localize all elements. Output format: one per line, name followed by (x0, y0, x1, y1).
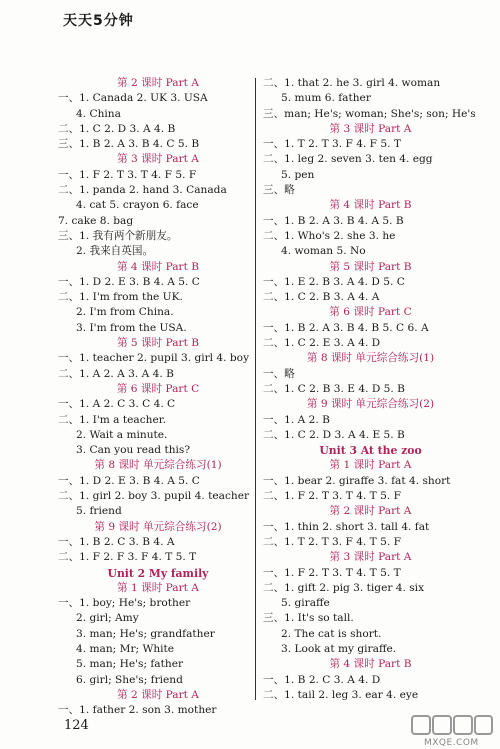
answer-line: 一、1. father 2. son 3. mother (58, 704, 217, 717)
lesson-heading: 第 8 课时 单元综合练习(1) (306, 352, 435, 365)
answer-line: 二、1. C 2. B 3. A 4. A (263, 291, 380, 304)
answer-line: 一、1. teacher 2. pupil 3. girl 4. boy (58, 352, 250, 365)
answer-line: 4. China (76, 107, 121, 120)
lesson-heading: 第 8 课时 单元综合练习(1) (94, 459, 222, 472)
answer-line: 二、1. girl 2. boy 3. pupil 4. teacher (58, 490, 250, 503)
answer-line: 二、1. C 2. D 3. A 4. B (58, 122, 176, 135)
lesson-heading: 第 2 课时 Part A (117, 77, 199, 89)
lesson-heading: 第 9 课时 单元综合练习(2) (94, 520, 222, 533)
column-divider (255, 78, 256, 700)
lesson-heading: 第 3 课时 Part A (329, 122, 412, 135)
answer-line: 一、1. A 2. B (263, 413, 330, 426)
answer-line: 二、1. T 2. T 3. F 4. T 5. F (263, 535, 401, 548)
answer-line: 3. Look at my giraffe. (281, 642, 397, 655)
answer-line: 5. man; He's; father (76, 658, 184, 671)
answer-line: 4. cat 5. crayon 6. face (76, 199, 199, 212)
answer-line: 一、1. Canada 2. UK 3. USA (58, 92, 208, 105)
answer-line: 4. woman 5. No (281, 245, 366, 258)
answer-line: 二、1. I'm from the UK. (58, 291, 183, 304)
answer-line: 一、1. thin 2. short 3. tall 4. fat (263, 520, 430, 533)
unit-heading: Unit 3 At the zoo (319, 444, 422, 458)
answer-line: 5. mum 6. father (281, 92, 371, 105)
answer-line: 一、1. boy; He's; brother (58, 597, 191, 610)
lesson-heading: 第 6 课时 Part C (329, 306, 412, 319)
lesson-heading: 第 4 课时 Part B (329, 658, 412, 671)
lesson-heading: 第 2 课时 Part A (329, 505, 412, 518)
answer-line: 二、1. A 2. A 3. A 4. B (58, 367, 174, 380)
lesson-heading: 第 1 课时 Part A (329, 459, 412, 472)
answer-line: 二、1. leg 2. seven 3. ten 4. egg (263, 153, 433, 166)
lesson-heading: 第 4 课时 Part B (329, 199, 412, 212)
lesson-heading: 第 6 课时 Part C (116, 382, 200, 395)
answer-line: 二、1. I'm a teacher. (58, 413, 166, 426)
lesson-heading: 第 3 课时 Part A (117, 153, 199, 166)
unit-heading: Unit 2 My family (107, 566, 209, 580)
answer-line: 7. cake 8. bag (58, 214, 134, 227)
answer-line: 一、1. B 2. C 3. B 4. A (58, 535, 175, 548)
answer-line: 一、1. F 2. T 3. T 4. F 5. F (58, 168, 197, 181)
page-number: 124 (64, 718, 89, 733)
answer-line: 三、1. 我有两个新朋友。 (58, 229, 178, 242)
answer-line: 二、1. F 2. T 3. T 4. T 5. F (263, 490, 401, 503)
lesson-heading: 第 5 课时 Part B (116, 337, 200, 350)
answer-line: 二、1. Who's 2. she 3. he (263, 229, 396, 242)
lesson-heading: 第 2 课时 Part A (117, 688, 199, 701)
answer-line: 一、略 (263, 367, 295, 380)
answer-line: 2. I'm from China. (76, 306, 174, 319)
answer-line: 5. pen (281, 168, 315, 181)
watermark-text: MXQE.COM (424, 738, 479, 748)
answer-line: 3. I'm from the USA. (76, 321, 187, 334)
answer-line: 4. man; Mr; White (76, 642, 175, 655)
answer-line: 二、1. C 2. D 3. A 4. E 5. B (263, 428, 405, 441)
answer-line: 三、略 (263, 184, 295, 197)
answer-line: 一、1. B 2. A 3. B 4. A 5. B (263, 214, 404, 227)
answer-line: 一、1. B 2. A 3. B 4. B 5. C 6. A (263, 321, 429, 334)
answer-line: 2. 我来自英国。 (76, 245, 154, 258)
answer-line: 一、1. A 2. C 3. C 4. C (58, 398, 176, 411)
answer-line: 二、1. C 2. E 3. A 4. D (263, 337, 381, 350)
answer-line: 3. man; He's; grandfather (76, 627, 215, 640)
answer-line: 二、1. gift 2. pig 3. tiger 4. six (263, 581, 425, 594)
answer-line: 2. Wait a minute. (76, 428, 168, 441)
answer-line: 三、1. B 2. A 3. B 4. C 5. B (58, 138, 200, 151)
page-header-title: 天天5分钟 (63, 13, 134, 29)
answer-column-right (263, 76, 478, 703)
answer-line: 二、1. C 2. B 3. E 4. D 5. B (263, 382, 405, 395)
answer-column-left (58, 76, 258, 718)
answer-line: 一、1. T 2. T 3. F 4. F 5. T (263, 138, 401, 151)
lesson-heading: 第 4 课时 Part B (116, 260, 200, 273)
lesson-heading: 第 9 课时 单元综合练习(2) (306, 398, 435, 411)
lesson-heading: 第 3 课时 Part A (329, 551, 412, 564)
answer-line: 6. girl; She's; friend (76, 673, 183, 686)
answer-line: 三、1. It's so tall. (263, 612, 354, 625)
answer-line: 一、1. bear 2. giraffe 3. fat 4. short (263, 474, 451, 487)
answer-line: 3. Can you read this? (76, 444, 191, 457)
answer-line: 二、1. that 2. he 3. girl 4. woman (263, 77, 441, 89)
answer-line: 二、1. tail 2. leg 3. ear 4. eye (263, 688, 419, 701)
answer-line: 二、1. F 2. F 3. F 4. T 5. T (58, 551, 197, 564)
answer-line: 一、1. D 2. E 3. B 4. A 5. C (58, 275, 200, 288)
answer-line: 三、man; He's; woman; She's; son; He's (263, 107, 476, 120)
lesson-heading: 第 1 课时 Part A (117, 581, 199, 594)
answer-line: 5. friend (76, 505, 122, 518)
answer-line: 2. girl; Amy (76, 612, 139, 625)
answer-line: 一、1. D 2. E 3. B 4. A 5. C (58, 474, 200, 487)
answer-line: 一、1. F 2. T 3. T 4. T 5. T (263, 566, 401, 579)
answer-line: 一、1. B 2. C 3. A 4. D (263, 673, 381, 686)
lesson-heading: 第 5 课时 Part B (329, 260, 412, 273)
answer-line: 一、1. E 2. B 3. A 4. D 5. C (263, 275, 405, 288)
answer-line: 二、1. panda 2. hand 3. Canada (58, 184, 227, 197)
answer-line: 2. The cat is short. (281, 627, 382, 640)
answer-line: 5. giraffe (281, 597, 330, 610)
